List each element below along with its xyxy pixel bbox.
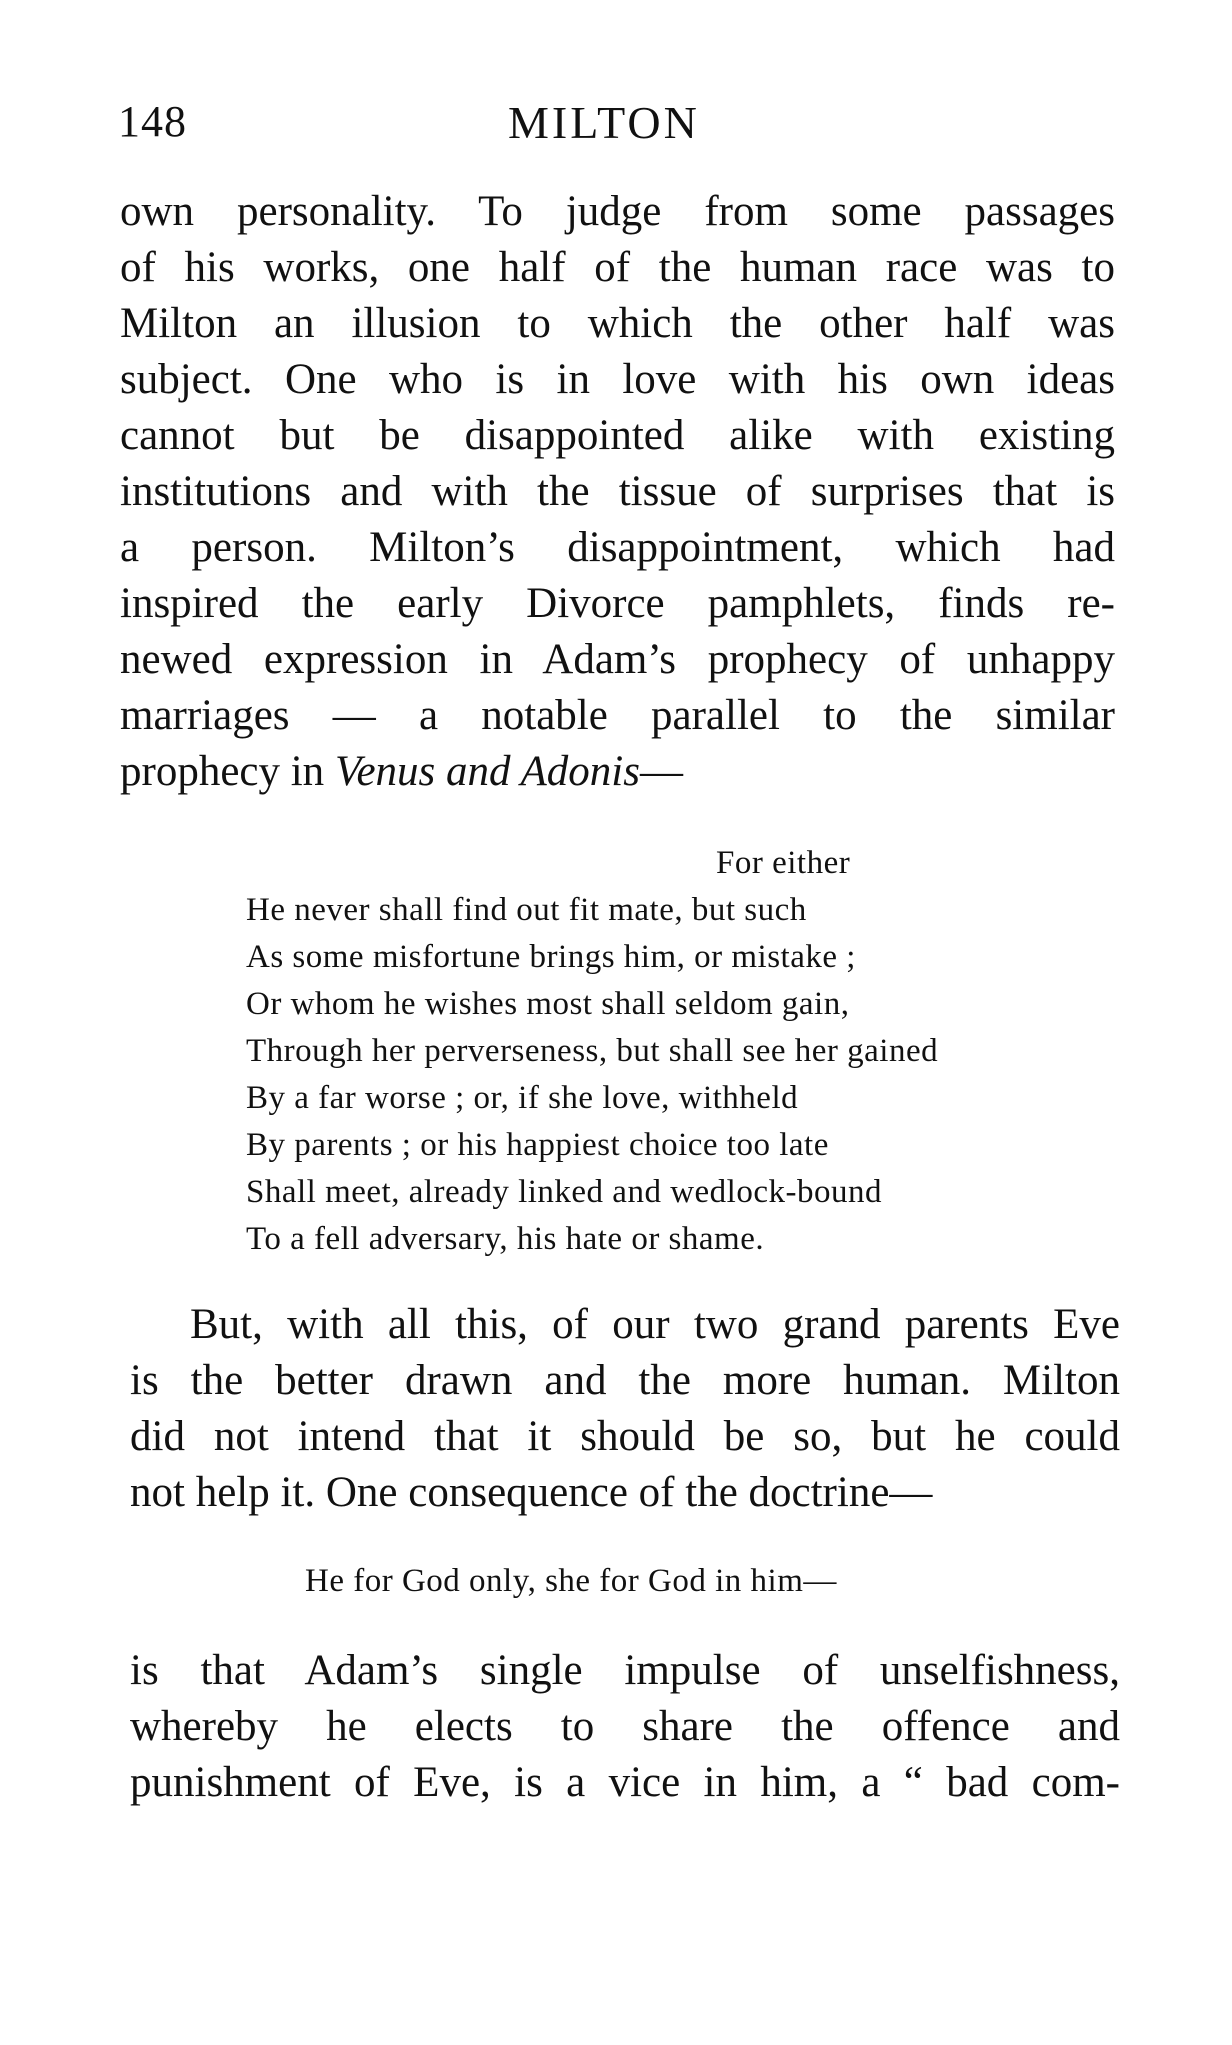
text-run: — [639,748,683,795]
text-line: punishment of Eve, is a vice in him, a “ bad com- [130,1759,1120,1806]
text-line: is that Adam’s single impulse of unselfishness, [130,1647,1120,1694]
verse-line: Shall meet, already linked and wedlock-bound [246,1174,882,1210]
verse-quotation [246,840,1106,1263]
verse-line: For either [716,845,851,881]
text-line: whereby he elects to share the offence and [130,1703,1120,1750]
work-title-venus-and-adonis: Venus and Adonis [334,748,640,795]
text-line: did not intend that it should be so, but he could [130,1413,1120,1460]
page-number: 148 [118,97,187,146]
verse-line: Or whom he wishes most shall seldom gain, [246,986,850,1022]
text-line: newed expression in Adam’s prophecy of unhappy [120,636,1115,683]
verse-line: To a fell adversary, his hate or shame. [246,1221,765,1257]
running-title: MILTON [508,97,700,148]
paragraph-personality [120,184,1115,800]
text-line: But, with all this, of our two grand parents Eve [190,1301,1120,1348]
text-line: is the better drawn and the more human. Milton [130,1357,1120,1404]
running-head [118,96,1118,156]
quotation-line: He for God only, she for God in him— [305,1563,837,1599]
text-line: Milton an illusion to which the other half was [120,300,1115,347]
text-line: cannot but be disappointed alike with existing [120,412,1115,459]
text-line: own personality. To judge from some passages [120,188,1115,235]
verse-line: By parents ; or his happiest choice too late [246,1127,829,1163]
text-run: prophecy in [120,748,335,795]
text-line: inspired the early Divorce pamphlets, finds re- [120,580,1115,627]
text-line-final [120,744,1115,800]
verse-line: Through her perverseness, but shall see her gained [246,1033,939,1069]
text-line: institutions and with the tissue of surprises that is [120,468,1115,515]
text-line: not help it. One consequence of the doctrine— [130,1469,933,1516]
text-line: a person. Milton’s disappointment, which had [120,524,1115,571]
paragraph-eve [130,1297,1120,1521]
paragraph-adam [130,1643,1120,1811]
text-line: subject. One who is in love with his own ideas [120,356,1115,403]
text-line: of his works, one half of the human race was to [120,244,1115,291]
verse-line: By a far worse ; or, if she love, withheld [246,1080,799,1116]
text-line: marriages — a notable parallel to the similar [120,692,1115,739]
verse-line: He never shall find out fit mate, but such [246,892,807,928]
verse-line: As some misfortune brings him, or mistake ; [246,939,856,975]
